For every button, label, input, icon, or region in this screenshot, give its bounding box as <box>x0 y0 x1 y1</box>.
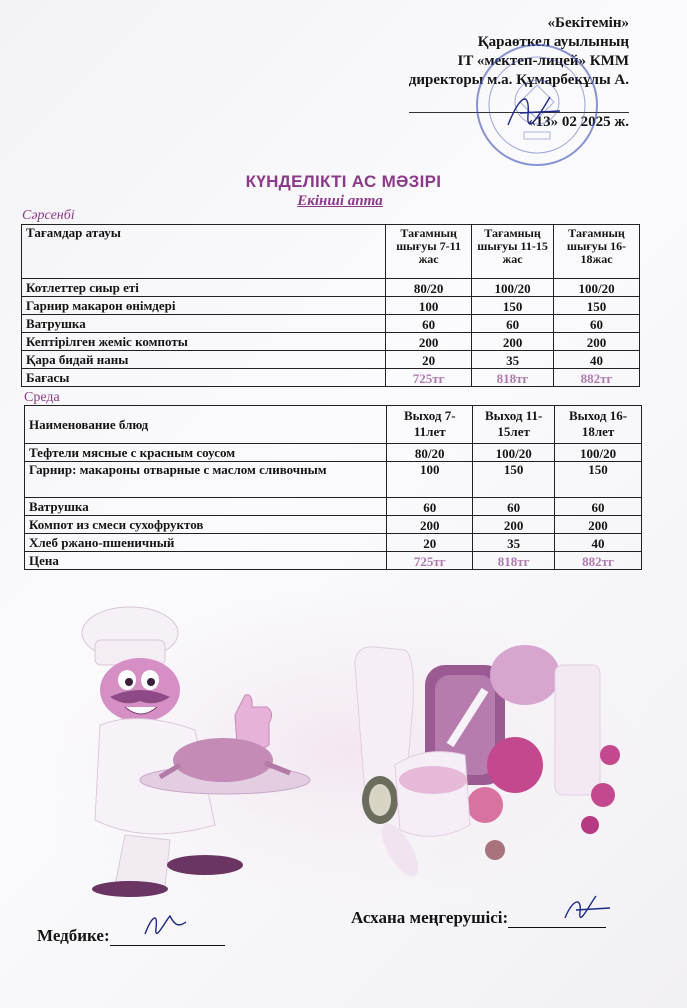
header-dish: Тағамдар атауы <box>22 225 386 279</box>
table-header-row <box>25 406 642 444</box>
table-row <box>22 297 640 315</box>
table-row <box>25 534 642 552</box>
portion-11-15: 150 <box>472 297 554 315</box>
menu-title: КҮНДЕЛІКТІ АС МӘЗІРІ <box>245 172 442 191</box>
portion-7-11: 80/20 <box>387 444 473 462</box>
portion-16-18: 40 <box>554 351 640 369</box>
dish-name: Кептірілген жеміс компоты <box>22 333 386 351</box>
dish-name: Гарнир макарон өнімдері <box>22 297 386 315</box>
price-row <box>25 552 642 570</box>
portion-7-11: 20 <box>386 351 472 369</box>
portion-16-18: 200 <box>554 333 640 351</box>
menu-table-kz <box>21 224 640 387</box>
nurse-signature-mark <box>140 908 190 942</box>
table-row <box>25 444 642 462</box>
dish-name: Гарнир: макароны отварные с маслом сливочным <box>25 462 387 498</box>
portion-11-15: 60 <box>472 315 554 333</box>
table-row <box>22 351 640 369</box>
nurse-label: Медбике: <box>37 926 110 945</box>
portion-7-11: 100 <box>387 462 473 498</box>
header-age-16-18: Выход 16-18лет <box>555 406 642 444</box>
portion-11-15: 100/20 <box>473 444 555 462</box>
price-11-15: 818тг <box>472 369 554 387</box>
table-row <box>25 462 642 498</box>
chef-and-food-illustration <box>55 595 645 905</box>
portion-16-18: 200 <box>555 516 642 534</box>
approval-line-3: IT «мектеп-лицей» КММ <box>457 53 629 69</box>
portion-16-18: 150 <box>555 462 642 498</box>
portion-7-11: 80/20 <box>386 279 472 297</box>
portion-7-11: 60 <box>387 498 473 516</box>
portion-7-11: 60 <box>386 315 472 333</box>
day-label-wednesday-ru: Среда <box>24 390 60 405</box>
portion-16-18: 100/20 <box>555 444 642 462</box>
price-row <box>22 369 640 387</box>
portion-16-18: 60 <box>555 498 642 516</box>
dish-name: Ватрушка <box>22 315 386 333</box>
price-label: Бағасы <box>22 369 386 387</box>
portion-7-11: 20 <box>387 534 473 552</box>
dish-name: Тефтели мясные с красным соусом <box>25 444 387 462</box>
menu-table-ru <box>24 405 642 570</box>
header-age-11-15: Выход 11-15лет <box>473 406 555 444</box>
portion-11-15: 200 <box>473 516 555 534</box>
header-age-7-11: Выход 7-11лет <box>387 406 473 444</box>
portion-7-11: 200 <box>386 333 472 351</box>
portion-16-18: 100/20 <box>554 279 640 297</box>
portion-11-15: 100/20 <box>472 279 554 297</box>
approval-line-2: Қараөткел ауылының <box>477 34 629 50</box>
nurse-signature <box>37 926 225 946</box>
approval-line-1: «Бекітемін» <box>547 15 629 31</box>
dish-name: Компот из смеси сухофруктов <box>25 516 387 534</box>
price-7-11: 725тг <box>387 552 473 570</box>
portion-11-15: 150 <box>473 462 555 498</box>
table-row <box>22 279 640 297</box>
portion-7-11: 200 <box>387 516 473 534</box>
table-row <box>25 516 642 534</box>
portion-7-11: 100 <box>386 297 472 315</box>
price-11-15: 818тг <box>473 552 555 570</box>
table-row <box>22 333 640 351</box>
dish-name: Қара бидай наны <box>22 351 386 369</box>
header-dish: Наименование блюд <box>25 406 387 444</box>
portion-11-15: 35 <box>472 351 554 369</box>
portion-11-15: 35 <box>473 534 555 552</box>
dish-name: Ватрушка <box>25 498 387 516</box>
price-16-18: 882тг <box>554 369 640 387</box>
portion-11-15: 60 <box>473 498 555 516</box>
approval-date: «13» 02 2025 ж. <box>409 112 629 132</box>
portion-11-15: 200 <box>472 333 554 351</box>
portion-16-18: 150 <box>554 297 640 315</box>
kitchen-head-signature-mark <box>560 890 615 926</box>
kitchen-head-label: Асхана меңгерушісі: <box>351 908 509 927</box>
dish-name: Хлеб ржано-пшеничный <box>25 534 387 552</box>
price-16-18: 882тг <box>555 552 642 570</box>
portion-16-18: 60 <box>554 315 640 333</box>
header-age-11-15: Тағамның шығуы 11-15 жас <box>472 225 554 279</box>
table-row <box>22 315 640 333</box>
price-7-11: 725тг <box>386 369 472 387</box>
header-age-16-18: Тағамның шығуы 16-18жас <box>554 225 640 279</box>
table-row <box>25 498 642 516</box>
director-signature <box>500 85 570 135</box>
week-subtitle: Екінші апта <box>297 193 383 209</box>
price-label: Цена <box>25 552 387 570</box>
approval-line-4: директоры м.а. Құмарбекұлы А. <box>408 72 629 88</box>
portion-16-18: 40 <box>555 534 642 552</box>
header-age-7-11: Тағамның шығуы 7-11 жас <box>386 225 472 279</box>
day-label-wednesday-kz: Сәрсенбі <box>22 208 75 223</box>
table-header-row <box>22 225 640 279</box>
dish-name: Котлеттер сиыр еті <box>22 279 386 297</box>
